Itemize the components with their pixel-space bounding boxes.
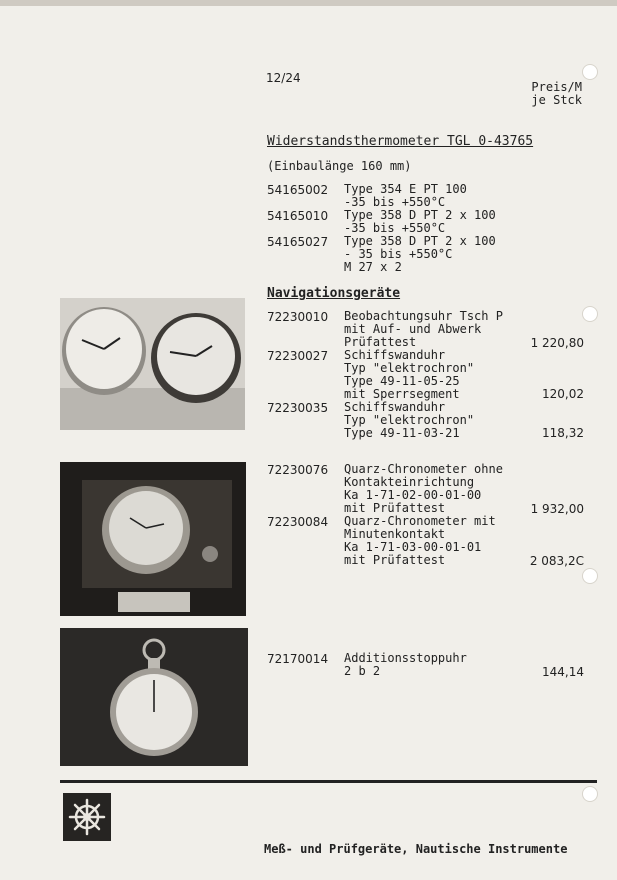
item-line: - 35 bis +550°C	[344, 247, 453, 261]
item-line: -35 bis +550°C	[344, 221, 446, 235]
item-price: 118,32	[542, 426, 584, 440]
item-line: mit Prüfattest	[344, 553, 446, 567]
item-line: Additionsstoppuhr	[344, 651, 467, 665]
section-title-thermometer: Widerstandsthermometer TGL 0-43765	[267, 134, 534, 149]
item-line: Typ "elektrochron"	[344, 361, 475, 375]
item-code: 72230035	[267, 401, 329, 415]
item-code: 72170014	[267, 652, 329, 666]
price-header-line1: Preis/M	[531, 80, 582, 94]
item-line: Type 49-11-03-21	[344, 426, 460, 440]
item-code: 72230084	[267, 515, 329, 529]
item-code: 54165027	[267, 235, 329, 249]
item-line: Quarz-Chronometer mit	[344, 514, 496, 528]
item-code: 54165002	[267, 183, 329, 197]
photo-chronometer	[60, 462, 246, 616]
item-line: Type 358 D PT 2 x 100	[344, 234, 496, 248]
item-line: -35 bis +550°C	[344, 195, 446, 209]
item-code: 72230027	[267, 349, 329, 363]
item-line: Schiffswanduhr	[344, 400, 446, 414]
item-code: 54165010	[267, 209, 329, 223]
item-line: Type 49-11-05-25	[344, 374, 460, 388]
item-line: M 27 x 2	[344, 260, 402, 274]
publisher-logo	[63, 793, 111, 841]
item-line: mit Prüfattest	[344, 501, 446, 515]
photo-stopwatch	[60, 628, 248, 766]
item-price: 144,14	[542, 665, 584, 679]
footer-rule	[60, 780, 597, 783]
item-line: Ka 1-71-02-00-01-00	[344, 488, 482, 502]
item-line: Type 354 E PT 100	[344, 182, 467, 196]
item-line: Ka 1-71-03-00-01-01	[344, 540, 482, 554]
price-header-line2: je Stck	[531, 93, 582, 107]
section-title-navigation: Navigationsgeräte	[267, 286, 401, 301]
item-code: 72230010	[267, 310, 329, 324]
page-number: 12/24	[266, 71, 301, 85]
item-line: Kontakteinrichtung	[344, 475, 475, 489]
punch-hole	[582, 64, 598, 80]
item-line: Minutenkontakt	[344, 527, 446, 541]
item-price: 1 220,80	[530, 336, 584, 350]
item-line: Quarz-Chronometer ohne	[344, 462, 503, 476]
item-price: 1 932,00	[530, 502, 584, 516]
item-line: 2 b 2	[344, 664, 381, 678]
item-line: Typ "elektrochron"	[344, 413, 475, 427]
page-top-edge	[0, 0, 617, 6]
section-note: (Einbaulänge 160 mm)	[267, 159, 412, 173]
photo-wall-clocks	[60, 298, 245, 430]
punch-hole	[582, 568, 598, 584]
item-price: 120,02	[542, 387, 584, 401]
item-line: Prüfattest	[344, 335, 417, 349]
footer-text: Meß- und Prüfgeräte, Nautische Instrumente	[264, 842, 568, 856]
ship-wheel-icon	[63, 793, 111, 841]
item-code: 72230076	[267, 463, 329, 477]
item-line: Type 358 D PT 2 x 100	[344, 208, 496, 222]
item-price: 2 083,2C	[529, 554, 584, 568]
item-line: mit Sperrsegment	[344, 387, 460, 401]
item-line: Schiffswanduhr	[344, 348, 446, 362]
item-line: mit Auf- und Abwerk	[344, 322, 482, 336]
punch-hole	[582, 306, 598, 322]
item-line: Beobachtungsuhr Tsch P	[344, 309, 503, 323]
punch-hole	[582, 786, 598, 802]
